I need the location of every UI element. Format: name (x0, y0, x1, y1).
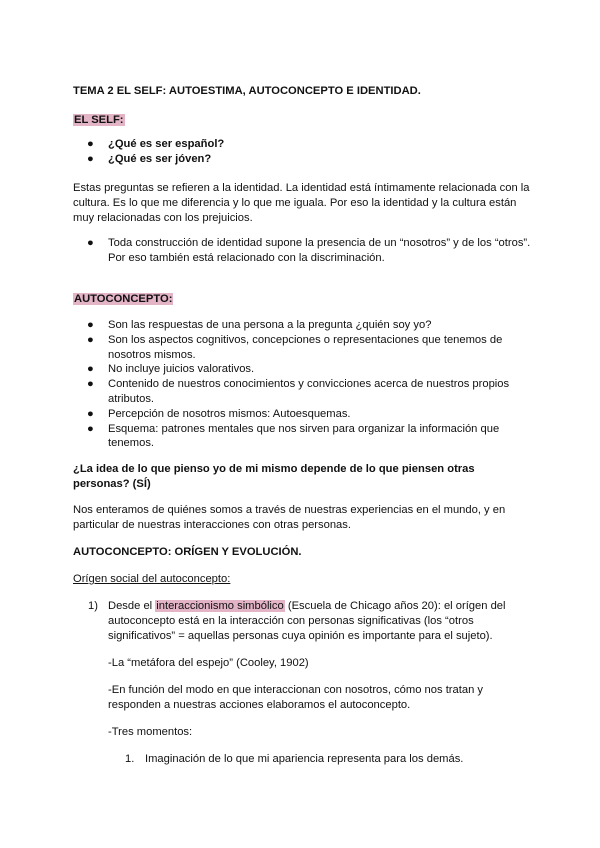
list-item: ● No incluye juicios valorativos. (87, 363, 255, 376)
line-metafora: -La “metáfora del espejo” (Cooley, 1902) (108, 657, 309, 669)
list-item: ● Son las respuestas de una persona a la pregunta ¿quién soy yo? (87, 319, 432, 331)
autoconcepto-heading-row (73, 292, 533, 307)
list-item: ● Toda construcción de identidad supone la presencia de un “nosotros” y de los “otros”. Por eso también está relacionado con la discriminación. (87, 237, 531, 264)
item-text: Imaginación de lo que mi apariencia representa para los demás. (145, 753, 464, 765)
bullet-icon: ● (87, 152, 94, 165)
line-funcion: -En función del modo en que interaccionan con nosotros, cómo nos tratan y responden a nuestras acciones elaboramos el autoconcepto. (108, 684, 484, 711)
self-heading-row (73, 113, 533, 128)
bullet-icon: ● (87, 319, 94, 331)
list-item: ● Contenido de nuestros conocimientos y convicciones acerca de nuestros propios atributos. (87, 378, 510, 405)
self-bullet-list (73, 236, 533, 266)
self-heading: EL SELF: (74, 114, 124, 126)
highlighted-term: interaccionismo simbólico (156, 600, 284, 612)
document-title: TEMA 2 EL SELF: AUTOESTIMA, AUTOCONCEPTO E IDENTIDAD. (73, 85, 421, 97)
origin-subheading: Orígen social del autoconcepto: (73, 573, 231, 585)
item-text: Desde el interaccionismo simbólico (Escuela de Chicago años 20): el orígen del autoconcepto está en la interacción con personas significativas (los “otros significativos” = aquellas personas cuya opinión es importante para el sujeto). (108, 600, 506, 642)
list-item: ● Percepción de nosotros mismos: Autoesquemas. (87, 407, 351, 420)
list-item: ● Esquema: patrones mentales que nos sirven para organizar la información que tenemos. (87, 422, 500, 450)
origin-heading: AUTOCONCEPTO: ORÍGEN Y EVOLUCIÓN. (73, 546, 302, 558)
line-tres-momentos: -Tres momentos: (108, 726, 193, 738)
self-questions-list (73, 137, 533, 167)
moment-item-1 (125, 752, 525, 767)
list-item: ● ¿Qué es ser jóven? (87, 152, 212, 165)
bullet-icon: ● (87, 333, 94, 346)
bullet-icon: ● (87, 407, 94, 420)
bullet-icon: ● (87, 138, 94, 150)
list-item: ● ¿Qué es ser español? (87, 138, 225, 150)
autoconcepto-answer: Nos enteramos de quiénes somos a través de nuestras experiencias en el mundo, y en particular de nuestras interacciones con otras personas. (73, 504, 506, 531)
bullet-icon: ● (87, 422, 94, 435)
item-number: 1. (125, 753, 135, 765)
autoconcepto-list (73, 318, 533, 451)
bullet-icon: ● (87, 237, 94, 249)
list-item: ● Son los aspectos cognitivos, concepciones o representaciones que tenemos de nosotros mismos. (87, 333, 503, 361)
self-paragraph: Estas preguntas se refieren a la identidad. La identidad está íntimamente relacionada con la cultura. Es lo que me diferencia y lo que me iguala. Por eso la identidad y la cultura están muy relacionadas con los prejuicios. (73, 182, 530, 224)
item-number: 1) (88, 600, 98, 612)
bullet-icon: ● (87, 378, 94, 391)
autoconcepto-question: ¿La idea de lo que pienso yo de mi mismo depende de lo que piensen otras personas? (SÍ) (73, 463, 475, 490)
autoconcepto-heading: AUTOCONCEPTO: (74, 293, 173, 305)
origin-item-1 (88, 599, 533, 643)
bullet-icon: ● (87, 363, 94, 376)
origin-subheading-row (73, 572, 533, 587)
